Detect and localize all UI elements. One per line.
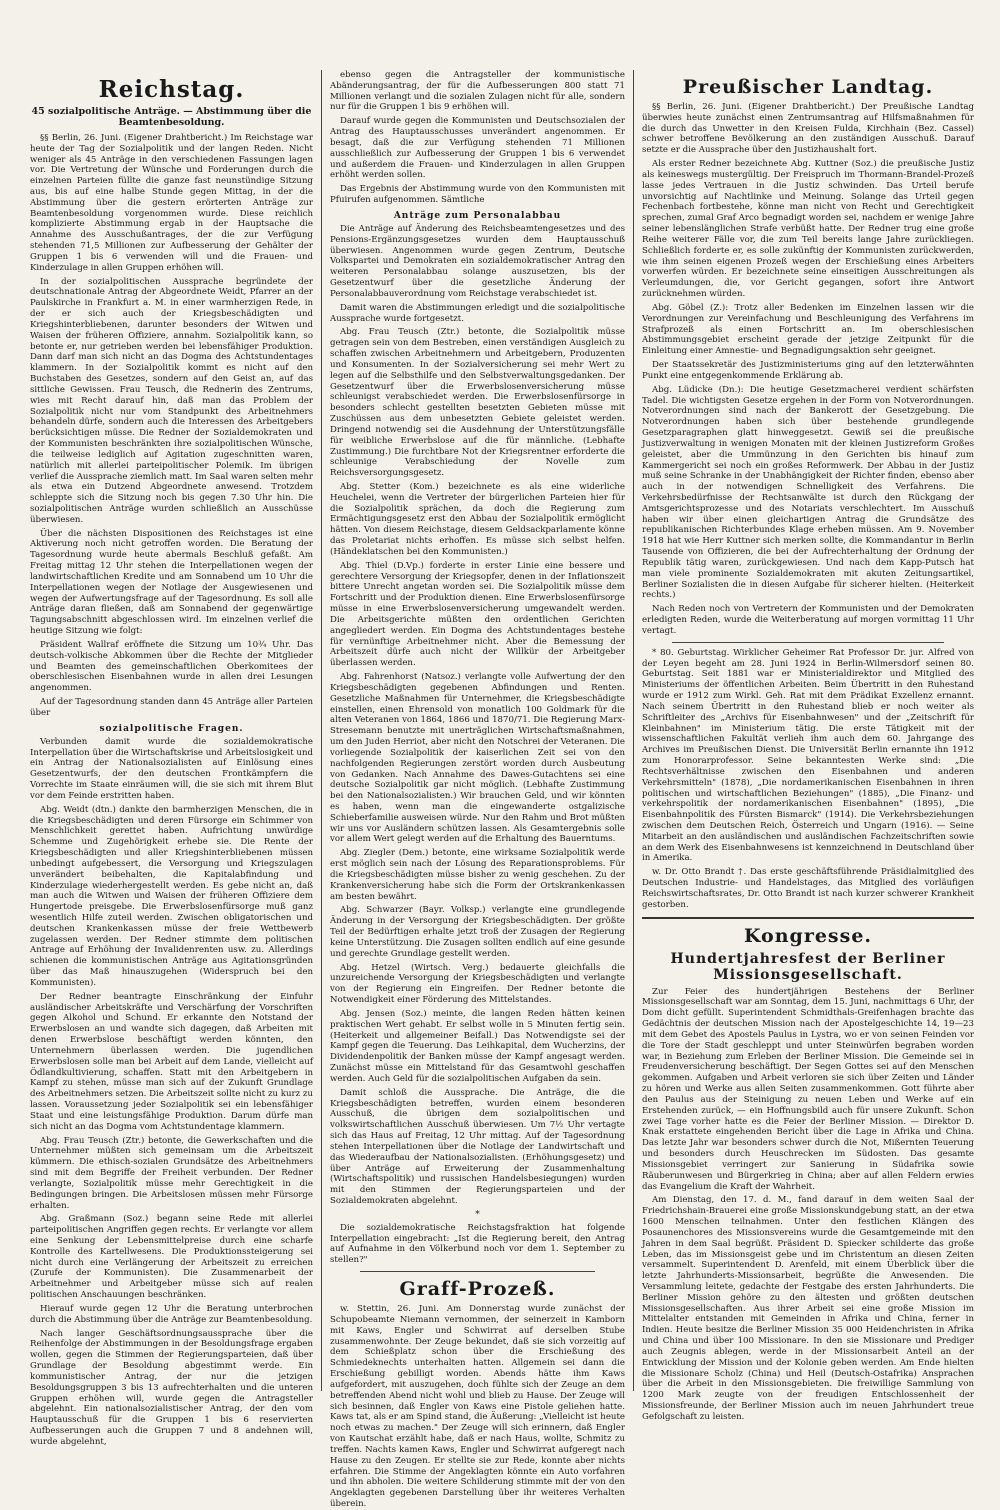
article-paragraph: Der Staatssekretär des Justizministeriums ging auf den letzterwähnten Punkt eine entgegenkommende Erklärung ab.	[642, 360, 974, 381]
article-paragraph: Abg. Göbel (Z.): Trotz aller Bedenken im Einzelnen lassen wir die Verordnungen zur Vereinfachung und Beschleunigung des Verfahrens im Strafprozeß als einen Fortschritt an. Im oberschlesischen Abstimmungsgebiet erscheint gerade der jetzige Zeitpunkt für die Einleitung einer Amnestie- und Begnadigungsaktion sehr geeignet.	[642, 302, 974, 357]
article-paragraph: Damit schloß die Aussprache. Die Anträge, die die Kriegsbeschädigten betreffen, wurden einem besonderen Ausschuß, die übrigen dem sozialpolitischen und volkswirtschaftlichen Ausschuß überwiesen. Um 7½ Uhr vertagte sich das Haus auf Freitag, 12 Uhr mittag. Auf der Tagesordnung stehen Interpellationen über die Notlage der Landwirtschaft und das Wiederaufbau der Nationalsozialisten. (Erhöhungsgesetz) und über Anträge auf Erweiterung der Zusammenhaltung (Wirtschaftspolitik) und russischen Handelsbesiegungen) wurden mit den Stimmen der Regierungsparteien und der Sozialdemokraten abgelehnt.	[330, 1087, 625, 1206]
article-paragraph: Abg. Weidt (dtn.) dankte den barmherzigen Menschen, die in die Kriegsbeschädigten und deren Fürsorge ein Schimmer von Menschlichkeit gerettet haben. Aufrichtung unwürdige Schemme und Zugehörigkeit erhebe sie. Die Rente der Kriegsbeschädigten und aller Kriegshinterbliebenen müssen unbedingt aufgebessert, die Versorgung und Kriegszulagen unverändert beibehalten, die Kapitalabfindung und Kinderzulage wiederhergestellt werden. Es gebe nicht an, daß man auch die Witwen und Waisen der früheren Offiziere dem Hungertode preisgebe. Die Erwerbslosenfürsorge muß ganz wesentlich Hilfe zuteil werden. Zwischen obligatorischen und deutschen Krankenkassen müsse der freie Wettbewerb zugelassen werden. Der Redner stimmte dem politischen Antrage auf Erhöhung der Invalidenrenten usw. zu. Allerdings schienen die kommunistischen Anträge aus Agitationsgründen über das Maß hinauszugehen (Widerspruch bei den Kommunisten).	[30, 804, 313, 988]
article-paragraph: Das Ergebnis der Abstimmung wurde von den Kommunisten mit Pfuirufen aufgenommen. Sämtliche	[330, 184, 625, 206]
article-paragraph: Abg. Graßmann (Soz.) begann seine Rede mit allerlei parteipolitischen Angriffen gegen rechts. Er verlangte vor allem eine Senkung der Lebensmittelpreise durch eine scharfe Kontrolle des Kartellwesens. Die Produktionssteigerung sei nicht durch eine Verlängerung der Arbeitszeit zu erreichen (Zurufe der Kommunisten). Die Zusammenarbeit der Arbeitnehmer und Arbeitgeber müsse sich auf realen politischen Anschauungen beschränken.	[30, 1214, 313, 1301]
section-separator: *	[475, 1209, 480, 1220]
article-paragraph: Auf der Tagesordnung standen dann 45 Anträge aller Parteien über	[30, 697, 313, 718]
article-paragraph: Abg. Schwarzer (Bayr. Volksp.) verlangte eine grundlegende Änderung in der Versorgung der Kriegsbeschädigten. Der größte Teil der Bedürftigen erhalte jetzt troß der Zusagen der Regierung keine Unterstützung. Die Zusagen sollten endlich auf eine gesunde und gerechte Grundlage gestellt werden.	[330, 905, 625, 959]
article-paragraph: Abg. Frau Teusch (Ztr.) betonte, die Sozialpolitik müsse getragen sein von dem Bestreben, einen verständigen Ausgleich zu schaffen zwischen Arbeitnehmern und Arbeitgebern, Produzenten und Konsumenten. In der Sozialversicherung sei mehr Wert zu legen auf die Selbsthilfe und den Selbstverwaltungsgedanken. Der Gesetzentwurf über die Erwerbslosenversicherung müsse schleunigst verabschiedet werden. Die Erwerbslosenfürsorge in besonders schlecht gestellten besetzten Gebieten müsse mit Zuschüssen aus dem unbesetzten Gebiete geleistet werden. Dringend notwendig sei die Ausdehnung der Unterstützungsfälle für weibliche Erwerbslose auf die für männliche. (Lebhafte Zustimmung.) Die furchtbare Not der Kriegsrentner erforderte die schleunige Verabschiedung der Novelle zum Reichsversorgungsgesetz.	[330, 327, 625, 479]
article-paragraph: Präsident Wallraf eröffnete die Sitzung um 10¾ Uhr. Das deutsch-volkische Abkommen über die Rechte der Mitglieder und Beamten des gemeinschaftlichen Oberkomitees der oberschlesischen Eisenbahnen wurde in allen drei Lesungen angenommen.	[30, 639, 313, 694]
article-paragraph: Abg. Hetzel (Wirtsch. Verg.) bedauerte gleichfalls die unzureichende Versorgung der Kriegsbeschädigten und verlangte von der Regierung ein Eingreifen. Der Redner betonte die Notwendigkeit einer Förderung des Mittelstandes.	[330, 962, 625, 1006]
column-reichstag	[30, 70, 322, 1447]
article-paragraph: w. Stettin, 26. Juni. Am Donnerstag wurde zunächst der Schupobeamte Niemann vernommen, der seinerzeit in Kamborn mit Kaws, Engler und Schwirrat auf derselben Stube zusammenwohnte. Der Zeuge bekundet, daß sie sich vorzeitig auf dem Schießplatz schon über die Erschießung des Schmiedeknechts unterhalten hatten. Allgemein sei dann die Erschießung gebilligt worden. Abends hätte ihm Kaws aufgefordert, mit auszugehen, doch fühlte sich der Zeuge an dem betreffenden Abend nicht wohl und blieb zu Hause. Der Zeuge will sich besinnen, daß Engler von Kaws eine Pistole geliehen hatte. Kaws tat, als er am Spind stand, die Äußerung: „Vielleicht ist heute noch etwas zu machen." Der Zeuge will sich erinnern, daß Engler von Kautschat erzählt habe, daß er nach Haus, wollte, Schmitz zu treffen. Nachts kamen Kaws, Engler und Schwirrat aufgeregt nach Hause zu den Zeugen. Er stellte sie zur Rede, konnte aber nichts erfahren. Die Stimme der Angeklagten könnte ein Auto vorfahren und ihn abholen. Die weitere Schilderung stimmte mit der von den Angeklagten gegebenen Darstellung über ihr weiteres Verhalten überein.	[330, 1304, 625, 1510]
article-paragraph: Verbunden damit wurde die sozialdemokratische Interpellation über die Wirtschaftskrise und Arbeitslosigkeit und ein Antrag der Nationalsozialisten auf Einlösung eines Gesetzentwurfs, der den deutschen Frontkämpfern die Vorrechte im Staate einräumen will, die sie sich mit ihrem Blut vor dem Feinde erstritten haben.	[30, 736, 313, 801]
section-title: Graff-Prozeß.	[399, 1278, 556, 1301]
article-paragraph: Abg. Thiel (D.Vp.) forderte in erster Linie eine bessere und gerechtere Versorgung der Kriegsopfer, denen in der Inflationszeit bittere Unrecht angetan worden sei. Die Sozialpolitik müsse dem Fortschritt und der Produktion dienen. Eine Erwerbslosenfürsorge müsse in eine Erwerbslosenversicherung umgewandelt werden. Die Arbeitsgerichte müßten den ordentlichen Gerichten angegliedert werden. Ein Dogma des Achtstundentages bestehe für vernünftige Arbeitnehmer nicht. Aber die Bemessung der Arbeitszeit dürfe auch nicht der Willkür der Arbeitgeber überlassen werden.	[330, 560, 625, 669]
article-paragraph: §§ Berlin, 26. Juni. (Eigener Drahtbericht.) Der Preußische Landtag überwies heute zunächst einen Zentrumsantrag auf Hilfsmaßnahmen für die durch das Unwetter in den Kreisen Fulda, Kirchhain (Bez. Cassel) schwer betroffene Bevölkerung an den zuständigen Ausschuß. Darauf setzte er die Aussprache über den Justizhaushalt fort.	[642, 102, 974, 156]
section-title: Kongresse.	[743, 924, 873, 947]
article-paragraph: Nach Reden noch von Vertretern der Kommunisten und der Demokraten erledigten Reden, wurde die Weiterberatung auf morgen vormittag 11 Uhr vertagt.	[642, 604, 974, 636]
article-paragraph: Abg. Stetter (Kom.) bezeichnete es als eine widerliche Heuchelei, wenn die Vertreter der bürgerlichen Parteien hier für die Sozialpolitik sprächen, da doch die Regierung zum Ermächtigungsgesetz erst den Abbau der Sozialpolitik ermöglicht hätten. Von diesem Reichstage, diesem Geldsackparlamente könne das Proletariat nichts erhoffen. Es müsse sich selbst helfen. (Händeklatschen bei den Kommunisten.)	[330, 481, 625, 557]
article-paragraph: Die Anträge auf Änderung des Reichsbeamtengesetzes und des Pensions-Ergänzungsgesetzes wurden dem Hauptausschuß überwiesen. Angenommen wurde gegen Zentrum, Deutsche Volkspartei und Demokraten ein sozialdemokratischer Antrag den weiteren Personalabbau solange auszusetzen, bis der Gesetzentwurf über die gesetzliche Änderung der Personalabbauverordnung vom Reichstage verabschiedet ist.	[330, 223, 625, 299]
section-title: Reichstag.	[98, 76, 245, 103]
article-paragraph: Die sozialdemokratische Reichstagsfraktion hat folgende Interpellation eingebracht: „Ist die Regierung bereit, den Antrag auf Aufnahme in den Völkerbund noch vor dem 1. September zu stellen?"	[330, 1222, 625, 1266]
article-paragraph: Abg. Ziegler (Dem.) betonte, eine wirksame Sozialpolitik werde erst möglich sein nach der Lösung des Reparationsproblems. Für die Kriegsbeschädigten müsse bisher zu wenig geschehen. Zu der Krankenversicherung habe sich die Form der Ortskrankenkassen am besten bewährt.	[330, 848, 625, 902]
article-paragraph: Hierauf wurde gegen 12 Uhr die Beratung unterbrochen durch die Abstimmung über die Anträge zur Beamtenbesoldung.	[30, 1303, 313, 1325]
article-paragraph: Der Redner beantragte Einschränkung der Einfuhr ausländischer Arbeitskräfte und Verschärfung der Vorschriften gegen Alkohol und Schund. Er erkannte den Notstand der Erwerbslosen an und wandte sich dagegen, daß Arbeiten mit denen Erwerbslose beschäftigt werden könnten, den Unternehmern überlassen werden. Die jugendlichen Erwerbslosen solle man bei Arbeit auf dem Lande, vielleicht auf Ödlandkultivierung, schaffen. Statt mit den Arbeitgebern in Kampf zu stehen, müsse man sich auf der Zukunft Grundlage des Arbeitnehmers setzen. Die Arbeitszeit sollte nicht zu kurz zu lassen. Voraussetzung jeder Sozialpolitik sei ein lebensfähiger Staat und eine leistungsfähige Produktion. Darum dürfe man sich nicht an das Dogma vom Achtstundentage klammern.	[30, 991, 313, 1132]
article-paragraph: * 80. Geburtstag. Wirklicher Geheimer Rat Professor Dr. jur. Alfred von der Leyen begeht am 28. Juni 1924 in Berlin-Wilmersdorf seinen 80. Geburtstag. Seit 1881 war er Ministerialdirektor und Mitglied des Ministeriums der öffentlichen Arbeiten. Beim Übertritt in den Ruhestand wurde er 1912 zum Wirkl. Geh. Rat mit dem Prädikat Exzellenz ernannt. Nach seinem Übertritt in den Ruhestand blieb er noch weiter als Schriftleiter des „Archivs für Eisenbahnwesen" und der „Zeitschrift für Kleinbahnen" im Ministerium tätig. Die erste Tätigkeit mit der wissenschaftlichen Fakultät verlieh ihm auch dem 60. Jahrgange des Archives im Preußischen Dienst. Die Universität Berlin ernannte ihn 1912 zum Honorarprofessor. Seine bekanntesten Werke sind: „Die Rechtsverhältnisse zwischen den Eisenbahnen und anderen Verkehrsmitteln" (1878), „Die nordamerikanischen Eisenbahnen in ihren politischen und wirtschaftlichen Beziehungen" (1885), „Die Finanz- und verkehrspolitik der nordamerikanischen Eisenbahnen" (1895), „Die Eisenbahnpolitik des Fürsten Bismarck" (1914). Die Verkehrsbeziehungen zwischen dem Deutschen Reich, Österreich und Ungarn (1916). — Seine Mitarbeit an den ausländischen und ausländischen Fachzeitschriften sowie an dem Werk des Eisenbahnwesens ist kennzeichnend in Deutschland über in Amerika.	[642, 647, 974, 864]
article-paragraph: Abg. Jensen (Soz.) meinte, die langen Reden hätten keinen praktischen Wert gehabt. Er selbst wolle in 5 Minuten fertig sein. (Heiterkeit und allgemeiner Beifall.) Das Notwendigste sei der Kampf gegen die Teuerung. Das Leihkapital, dem Wucherzins, der Dividendenpolitik der Banken müsse der Kampf angesagt werden. Zunächst müsse ein Mittelstand für das Gesamtwohl geschaffen werden. Auch Geld für die sozialpolitischen Aufgaben da sein.	[330, 1008, 625, 1084]
column-landtag	[634, 70, 974, 1422]
article-paragraph: Abg. Lüdicke (Dn.): Die heutige Gesetzmacherei verdient schärfsten Tadel. Die wichtigsten Gesetze ergehen in der Form von Notverordnungen. Notverordnungen sind nach der Bankerott der Gesetzgebung. Die Notverordnungen haben sich über bestehende grundlegende Gesetzparagraphen glatt hinweggesetzt. Gewiß sei die preußische Justizverwaltung in wenigen Monaten mit der kleinen Justizreform Großes geleistet, aber die Ummünzung in den Gerichten bis hinauf zum Kammergericht sei noch ein großes Reformwerk. Der Abbau in der Justiz muß seine Schranke in der Unabhängigkeit der Richter finden, ebenso aber auch in der notwendigen Schnelligkeit des Verfahrens. Die Verkehrsbedürfnisse der Rechtsanwälte ist durch den Rückgang der Amtsgerichtsprozesse und des Notariats verschlechtert. Im Ausschuß haben wir über einen gleichartigen Antrag die Grundsätze des republikanischen Richterbundes Klage erheben müssen. Am 9. November 1918 hat wie Herr Kuttner sich merken sollte, die Kommandantur in Berlin Tausende von Offizieren, die bei der Aufrechterhaltung der Ordnung der Republik tätig waren, zurückgewiesen. Und nach dem Kapp-Putsch hat man viele prominente Sozialdemokraten mit akuten Zeitungsartikel, Berliner Sozialisten die in diesen Aufgabe für sicherer hielten. (Heiterkeit rechts.)	[642, 384, 974, 601]
article-paragraph: Nach langer Geschäftsordnungsaussprache über die Reihenfolge der Abstimmungen in der Besoldungsfrage ergaben wollen, gegen die Stimmen der Regierungsparteien, daß über Grundlage der Besoldung abgestimmt werde. Ein kommunistischer Antrag, der nur die jetzigen Besoldungsgruppen 3 bis 13 aufrechterhalten und die unteren Gruppen erhöhen will, wurde gegen die Antragsteller abgelehnt. Ein nationalsozialistischer Antrag, der den vom Hauptausschuß für die Gruppen 1 bis 6 reservierten Aufbesserungen auch die Gruppen 7 und 8 andehnen will, wurde abgelehnt,	[30, 1328, 313, 1447]
section-subtitle: 45 sozialpolitische Anträge. — Abstimmung über die Beamtenbesoldung.	[31, 106, 312, 128]
article-paragraph: In der sozialpolitischen Aussprache begründete der deutschnationale Antrag der Abgeordnete Weidt, Pfarrer an der Paulskirche in Frankfurt a. M. in einer warmherzigen Rede, in der er sich auch der Kriegsbeschädigten und Kriegshinterbliebenen, darunter besonders der Witwen und Waisen der früheren Offiziere, annahm. Sozialpolitik kann, so betonte er, nur getrieben werden bei lebensfähiger Produktion. Dann darf man sich nicht an das Dogma des Achtstundentages klammern. In der Sozialpolitik kommt es nicht auf den Buchstaben des Gesetzes, sondern auf den Geist an, auf das sittliche Gewissen. Frau Teusch, die Rednerin des Zentrums, wies mit Recht darauf hin, daß man das Problem der Sozialpolitik nicht nur vom Standpunkt des Arbeitnehmers behandeln dürfe, sondern auch die Interessen des Arbeitgebers berücksichtigen müsse. Die Redner der Sozialdemokraten und der Kommunisten beschränkten ihre sozialpolitischen Wünsche, die teilweise lediglich auf Agitation zugeschnitten waren, natürlich mit allerlei parteipolitischer Polemik. Im übrigen verlief die Aussprache ziemlich matt. Im Saal waren selten mehr als etwa ein Dutzend Abgeordnete anwesend. Trotzdem schleppte sich die Sitzung noch bis gegen 7.30 Uhr hin. Die sozialpolitischen Anträge wurden schließlich an Ausschüsse überwiesen.	[30, 276, 313, 525]
article-paragraph: Am Dienstag, den 17. d. M., fand darauf in dem weiten Saal der Friedrichshain-Brauerei eine große Missionskundgebung statt, an der etwa 1600 Menschen teilnahmen. Unter den festlichen Klängen des Posaunenchores des Missionsvereins wurde die Gesamtgemeinde mit den Jahren in dem Saal begrüßt. Präsident D. Spiecker schilderte das große Leben, das im Missionsgeist gebe und im Christentum an diesen Zeiten versammelt. Superintendent D. Arenfeld, mit einem Überblick über die letzte Jahrhunderts-Missionsarbeit, begrüßte die Anwesenden. Die Versammlung leitete, gedachte der Festgabe des ersten Jahrhunderts. Die Berliner Mission gehöre zu den ältesten und größten deutschen Missionsgesellschaften. Aus ihrer Arbeit sei eine große Mission im Mittelalter entstanden mit Gemeinden in Afrika und China, ferner in Indien. Heute besitze die Berliner Mission 35 000 Heidenchristen in Afrika und China und über 100 Missionare. In den sie Missionare und Prediger auch Zeugnis ablegen, werde in der Missionsarbeit Anteil an der Entwicklung der Mission und der Kolonie geben werden. Am Ende hielten die Missionare Scholz (China) und Heil (Deutsch-Ostafrika) Ansprachen über die Arbeit in den Missionsgebieten. Die freiwillige Sammlung von 1200 Mark zeugte von der freudigen Entschlossenheit der Missionsfreunde, der Berliner Mission auch im neuen Jahrhundert treue Gefolgschaft zu leisten.	[642, 1195, 974, 1422]
subheading: Anträge zum Personalabbau	[393, 210, 562, 221]
column-middle	[322, 70, 634, 1510]
article-paragraph: Als erster Redner bezeichnete Abg. Kuttner (Soz.) die preußische Justiz als keineswegs mustergültig. Der Freispruch im Thormann-Brandel-Prozeß lasse jedes Vertrauen in die Justiz schwinden. Das Urteil berufe unvorsichtig auf Nachtlinke und Meinung. Solange das Urteil gegen Fechenbach fortbestehe, könne man nicht von Recht und Gerechtigkeit sprechen, zumal Graf Arco begnadigt worden sei, nachdem er wenige Jahre seiner lebenslänglichen Strafe verbüßt hatte. Der Redner trug eine große Reihe weiterer Fälle vor, die zum Teil bereits lange Jahre zurückliegen. Schließlich forderte er, es solle zukünftig der Kommunisten zurückwerden, wie ihm seinen eigenen Prozeß wegen der Erschießung eines Arbeiters vorwerfen würden. Er bezeichnete seine einseitigen Ausschreitungen als Verleumdungen, die, vor Gericht gegangen, sofort ihre Antwort zurücknehmen würden.	[642, 159, 974, 300]
article-paragraph: Zur Feier des hundertjährigen Bestehens der Berliner Missionsgesellschaft war am Sonntag, dem 15. Juni, nachmittags 6 Uhr, der Dom dicht gefüllt. Superintendent Schmidthals-Greifenhagen brachte das Gedächtnis der deutschen Mission nach der Apostelgeschichte 14, 19—23 mit dem Gebet des Apostels Paulus in Lystra, wo er von seinen Feinden vor die Tore der Stadt geschleppt und unter Steinwürfen begraben worden war, in Beziehung zum Erleben der Berliner Mission. Die Gemeinde sei in Freudenversicherung beschäftigt. Der Segen Gottes sei auf den Menschen gekommen. Aufgaben und Arbeit verloren sie sich über Zeiten und Länder zu hören und Werke aus allen Seiten zusammenkommen. Gott führte aber den Paulus aus der Steinigung zu neuen Leben und Werke auf ein Erstehenden zurück, — ein Hoffnungsbild auch für unsere Zukunft. Schon zwei Tage vorher hatte es die Feier der Berliner Mission. — Direktor D. Knak erstattete eingehenden Bericht über die Lage in Afrika und China. Das letzte Jahr war besonders schwer durch die Not, Mißernten Teuerung und besonders durch Heuschrecken im Südosten. Das gesamte Missionsgebiet verringert zur Sanierung in Südafrika sowie Räuberunwesen und Bürgerkrieg in China; aber auf allen Feldern erwies das Evangelium die Kraft der Wahrheit.	[642, 986, 974, 1192]
section-title: Preußischer Landtag.	[682, 76, 934, 98]
article-paragraph: §§ Berlin, 26. Juni. (Eigener Drahtbericht.) Im Reichstage war heute der Tag der Sozialpolitik und der langen Reden. Nicht weniger als 45 Anträge in den verschiedenen Fassungen lagen vor. Die Vertretung der Wünsche und Forderungen durch die einzelnen Parteien füllte die ganze fast neunstündige Sitzung aus, bis auf eine halbe Stunde gegen Mittag, in der die Abstimmung über die gestern erörterten Anträge zur Beamtenbesoldung vorgenommen wurde. Diese reichlich komplizierte Abstimmung ergab in der Hauptsache die Annahme des Ausschußantrages, der die zur Verfügung stehenden 71,5 Millionen zur Aufbesserung der Gehälter der Gruppen 1 bis 6 verwenden will und die Frauen- und Kinderzulage in allen Gruppen erhöhen will.	[30, 132, 313, 273]
subheading: sozialpolitische Fragen.	[99, 723, 244, 734]
divider	[360, 1271, 595, 1272]
article-paragraph: Darauf wurde gegen die Kommunisten und Deutschsozialen der Antrag des Hauptausschusses unverändert angenommen. Er besagt, daß die zur Verfügung stehenden 71 Millionen ausschließlich zur Aufbesserung der Gruppen 1 bis 6 verwendet und außerdem die Frauen- und Kinderzulagen in allen Gruppen erhöht werden sollen.	[330, 116, 625, 181]
section-subtitle: Hundertjahresfest der Berliner Missionsgesellschaft.	[670, 950, 946, 983]
article-paragraph: ebenso gegen die Antragsteller der kommunistische Abänderungsantrag, der für die Aufbesserungen 800 statt 71 Millionen verlangt und die sozialen Zulagen nicht für alle, sondern nur für die Gruppen 1 bis 9 erhöhen will.	[330, 70, 625, 113]
divider	[642, 917, 974, 919]
article-paragraph: Abg. Frau Teusch (Ztr.) betonte, die Gewerkschaften und die Unternehmer müßten sich gemeinsam um die Arbeitszeit kümmern. Die ethisch-sozialen Grundsätze des Arbeitnehmers sind mit dem Begriffe der Freiheit verbunden. Der Redner verlangte, Sozialpolitik müsse mehr Gerechtigkeit in die Bedingungen bringen. Die Arbeitslosen müssen mehr Fürsorge erhalten.	[30, 1135, 313, 1211]
divider	[672, 642, 944, 643]
article-paragraph: Über die nächsten Dispositionen des Reichstages ist eine Aktiverung noch nicht getroffen worden. Die Beratung der Tagesordnung wurde heute abermals Beschluß gefaßt. Am Freitag mittag 12 Uhr stehen die Interpellationen wegen der landwirtschaftlichen Kredite und am Sonnabend um 10 Uhr die Interpellationen wegen der Notlage der Ausgewiesenen und wegen der Aufwertungsfrage auf der Tagesordnung. Es soll alle Anträge daran fließen, daß am Sonnabend der gegenwärtige Tagungsabschnitt abgeschlossen wird. Im einzelnen verlief die heutige Sitzung wie folgt:	[30, 528, 313, 637]
article-paragraph: w. Dr. Otto Brandt †. Das erste geschäftsführende Präsidialmitglied des Deutschen Industrie- und Handelstages, das Mitglied des vorläufigen Reichswirtschaftsrates, Dr. Otto Brandt ist nach kurzer schwerer Krankheit gestorben.	[642, 867, 974, 910]
article-paragraph: Abg. Fahrenhorst (Natsoz.) verlangte volle Aufwertung der den Kriegsbeschädigten gegebenen Abfindungen und Renten. Gesetzliche Maßnahmen für Unternehmer, die Kriegsbeschädigte einstellen, einen Ehrensold von monatlich 100 Goldmark für die alten Veteranen von 1864, 1866 und 1870/71. Die Regierung Marx-Stresemann benutzte mit unerträglichen Wirtschaftsmaßnahmen, um den Juden Herriot, aber nicht den Notschrei der Veteranen. Die vorliegende Sozialpolitik der kaiserlichen Zeit sei von den nachfolgenden Regierungen zerstört worden durch Ausbeutung von Gedanken. Nach Annahme des Dawes-Gutachtens sei eine deutsche Sozialpolitik gar nicht möglich. (Lebhafte Zustimmung bei den Nationalsozialisten.) Wir brauchen Geld, und wir könnten es haben, wenn man die eingewanderte ostgalizische Schieberfamilie ausweisen würde. Nur den Rahm und Brot müßten wir uns vor Ausländern schützen lassen. Als Gesamtergebnis solle vor allem Wert gelegt werden auf die Erhaltung des Bauerntums.	[330, 672, 625, 845]
article-paragraph: Damit waren die Abstimmungen erledigt und die sozialpolitische Aussprache wurde fortgesetzt.	[330, 302, 625, 324]
